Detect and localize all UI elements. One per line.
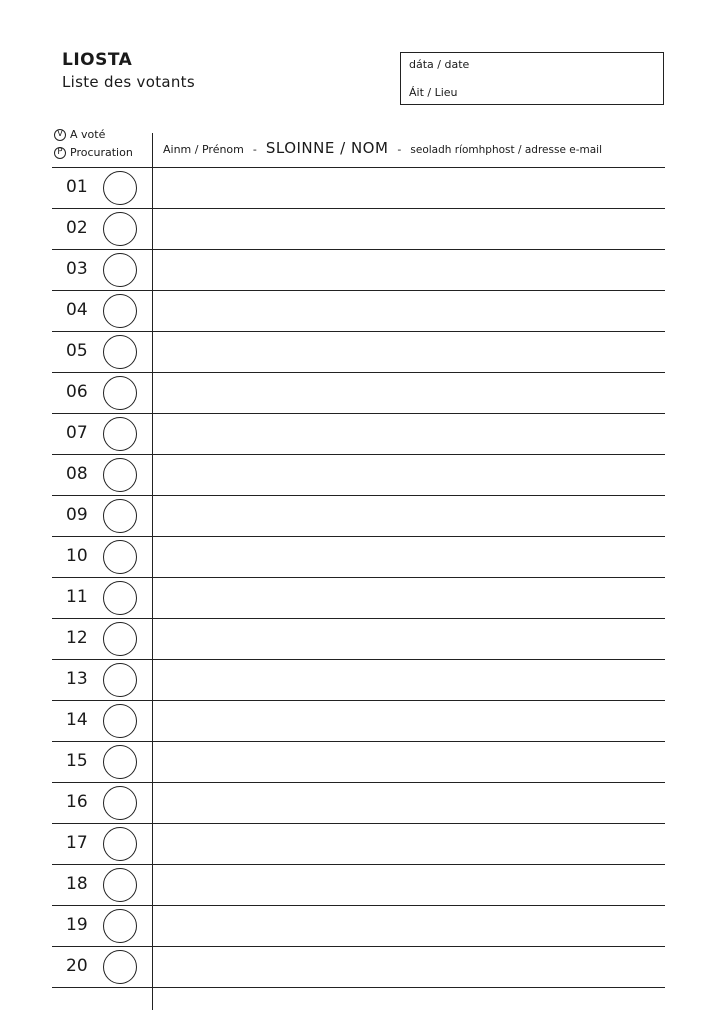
- row-divider: [52, 741, 665, 742]
- header-email: seoladh ríomhphost / adresse e-mail: [410, 144, 602, 156]
- vote-check-circle[interactable]: [103, 581, 137, 615]
- row-divider: [52, 987, 665, 988]
- row-divider: [52, 905, 665, 906]
- header-firstname: Ainm / Prénom: [163, 143, 244, 156]
- row-divider: [52, 782, 665, 783]
- row-divider: [52, 290, 665, 291]
- vote-check-circle[interactable]: [103, 540, 137, 574]
- vote-check-circle[interactable]: [103, 499, 137, 533]
- row-divider: [52, 864, 665, 865]
- row-number: 02: [66, 218, 88, 238]
- vote-check-circle[interactable]: [103, 909, 137, 943]
- header-separator: -: [252, 143, 257, 156]
- row-divider: [52, 331, 665, 332]
- header-separator: -: [397, 143, 402, 156]
- vote-check-circle[interactable]: [103, 335, 137, 369]
- proxy-symbol: P: [54, 147, 66, 159]
- list-title: LIOSTA: [62, 50, 133, 70]
- row-divider: [52, 495, 665, 496]
- vote-check-circle[interactable]: [103, 458, 137, 492]
- row-divider: [52, 946, 665, 947]
- date-place-box: [400, 52, 664, 105]
- row-number: 13: [66, 669, 88, 689]
- column-divider: [152, 133, 153, 1010]
- proxy-label: Procuration: [70, 146, 133, 159]
- row-number: 15: [66, 751, 88, 771]
- vote-check-circle[interactable]: [103, 253, 137, 287]
- row-number: 18: [66, 874, 88, 894]
- row-divider: [52, 413, 665, 414]
- row-number: 03: [66, 259, 88, 279]
- row-number: 12: [66, 628, 88, 648]
- row-number: 17: [66, 833, 88, 853]
- row-number: 11: [66, 587, 88, 607]
- vote-check-circle[interactable]: [103, 376, 137, 410]
- row-number: 16: [66, 792, 88, 812]
- legend-proxy: [54, 146, 133, 159]
- row-number: 19: [66, 915, 88, 935]
- list-subtitle: Liste des votants: [62, 73, 195, 91]
- row-number: 09: [66, 505, 88, 525]
- row-number: 10: [66, 546, 88, 566]
- row-divider: [52, 167, 665, 168]
- vote-check-circle[interactable]: [103, 786, 137, 820]
- header-surname: SLOINNE / NOM: [265, 139, 389, 157]
- vote-check-circle[interactable]: [103, 294, 137, 328]
- voted-symbol: V: [54, 129, 66, 141]
- vote-check-circle[interactable]: [103, 622, 137, 656]
- row-divider: [52, 208, 665, 209]
- date-label: dáta / date: [409, 58, 470, 71]
- row-divider: [52, 700, 665, 701]
- row-number: 08: [66, 464, 88, 484]
- vote-check-circle[interactable]: [103, 868, 137, 902]
- voted-label: A voté: [70, 128, 106, 141]
- row-divider: [52, 823, 665, 824]
- row-divider: [52, 536, 665, 537]
- row-divider: [52, 659, 665, 660]
- row-divider: [52, 618, 665, 619]
- row-number: 01: [66, 177, 88, 197]
- legend-voted: [54, 128, 105, 141]
- row-number: 05: [66, 341, 88, 361]
- row-number: 07: [66, 423, 88, 443]
- vote-check-circle[interactable]: [103, 212, 137, 246]
- vote-check-circle[interactable]: [103, 827, 137, 861]
- vote-check-circle[interactable]: [103, 704, 137, 738]
- vote-check-circle[interactable]: [103, 417, 137, 451]
- column-header: [163, 139, 602, 157]
- vote-check-circle[interactable]: [103, 745, 137, 779]
- row-number: 04: [66, 300, 88, 320]
- row-number: 14: [66, 710, 88, 730]
- vote-check-circle[interactable]: [103, 171, 137, 205]
- row-number: 20: [66, 956, 88, 976]
- row-divider: [52, 249, 665, 250]
- row-divider: [52, 372, 665, 373]
- vote-check-circle[interactable]: [103, 950, 137, 984]
- row-number: 06: [66, 382, 88, 402]
- row-divider: [52, 577, 665, 578]
- row-divider: [52, 454, 665, 455]
- vote-check-circle[interactable]: [103, 663, 137, 697]
- place-label: Áit / Lieu: [409, 86, 458, 99]
